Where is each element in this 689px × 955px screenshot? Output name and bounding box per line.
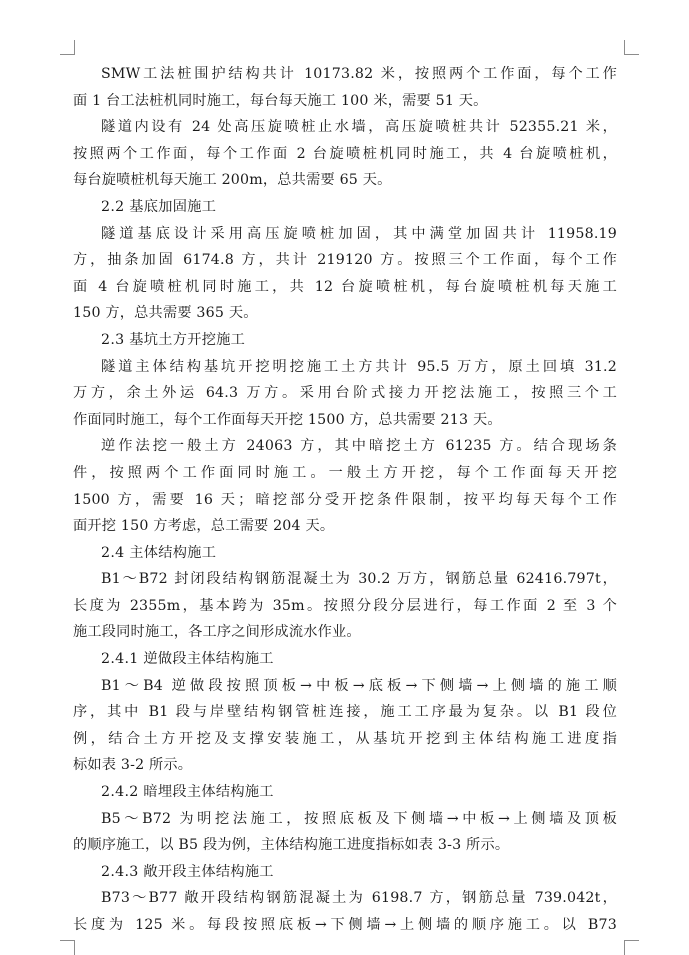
text-line: 面 4 台旋喷桩机同时施工，共 12 台旋喷桩机，每台旋喷桩机每天施工 (73, 278, 617, 295)
text-line: B73～B77 敞开段结构钢筋混凝土为 6198.7 方，钢筋总量 739.042t， (101, 890, 617, 907)
paragraph (73, 354, 617, 434)
section-heading: 2.4.2 暗埋段主体结构施工 (101, 784, 274, 801)
text-line: 逆作法挖一般土方 24063 方，其中暗挖土方 61235 方。结合现场条 (101, 438, 617, 455)
paragraph (73, 566, 617, 646)
paragraph (73, 114, 617, 194)
section-heading: 2.4.1 逆做段主体结构施工 (101, 651, 274, 668)
text-line: SMW工法桩围护结构共计 10173.82 米，按照两个工作面，每个工作 (101, 66, 617, 82)
text-line: 每台旋喷桩机每天施工 200m，总共需要 65 天。 (73, 172, 392, 189)
text-line: B1～B4 逆做段按照顶板→中板→底板→下侧墙→上侧墙的施工顺 (101, 677, 617, 694)
text-line: 隧道内设有 24 处高压旋喷桩止水墙，高压旋喷桩共计 52355.21 米， (101, 119, 617, 136)
text-line: 长度为 2355m，基本跨为 35m。按照分段分层进行，每工作面 2 至 3 个 (73, 597, 617, 614)
crop-mark-bottom-left (60, 940, 75, 955)
text-line: 隧道主体结构基坑开挖明挖施工土方共计 95.5 万方，原土回填 31.2 (101, 358, 617, 375)
text-line: 例，结合土方开挖及支撑安装施工，从基坑开挖到主体结构施工进度指 (73, 730, 617, 747)
text-line: 长度为 125 米。每段按照底板→下侧墙→上侧墙的顺序施工。以 B73 (73, 917, 617, 933)
crop-mark-top-right (624, 40, 639, 55)
paragraph (73, 885, 617, 938)
text-line: 的顺序施工，以 B5 段为例，主体结构施工进度指标如表 3-3 所示。 (73, 837, 510, 854)
paragraph (73, 433, 617, 539)
document-body[interactable] (73, 61, 617, 939)
crop-mark-bottom-right (624, 940, 639, 955)
text-line: 作面同时施工，每个工作面每天开挖 1500 方，总共需要 213 天。 (73, 411, 502, 428)
text-line: 1500 方，需要 16 天；暗挖部分受开挖条件限制，按平均每天每个工作 (73, 491, 617, 508)
crop-mark-top-left (60, 40, 75, 55)
text-line: 万方，余土外运 64.3 万方。采用台阶式接力开挖法施工，按照三个工 (73, 385, 617, 402)
paragraph (73, 673, 617, 779)
text-line: B1～B72 封闭段结构钢筋混凝土为 30.2 万方，钢筋总量 62416.797t， (101, 571, 617, 588)
text-line: 件，按照两个工作面同时施工。一般土方开挖，每个工作面每天开挖 (73, 464, 617, 481)
text-line: 面 1 台工法桩机同时施工，每台每天施工 100 米，需要 51 天。 (73, 92, 488, 109)
text-line: 序，其中 B1 段与岸壁结构钢管桩连接，施工工序最为复杂。以 B1 段位 (73, 704, 617, 721)
text-line: 150 方，总共需要 365 天。 (73, 305, 258, 322)
paragraph (73, 221, 617, 327)
section-heading: 2.4.3 敞开段主体结构施工 (101, 863, 274, 880)
text-line: 方，抽条加固 6174.8 方，共计 219120 方。按照三个工作面，每个工作 (73, 252, 617, 269)
section-heading: 2.2 基底加固施工 (101, 198, 217, 215)
section-heading: 2.4 主体结构施工 (101, 544, 217, 561)
text-line: 隧道基底设计采用高压旋喷桩加固，其中满堂加固共计 11958.19 (101, 225, 617, 242)
paragraph (73, 61, 617, 114)
text-line: 标如表 3-2 所示。 (73, 757, 193, 774)
paragraph (73, 806, 617, 859)
text-line: 按照两个工作面，每个工作面 2 台旋喷桩机同时施工，共 4 台旋喷桩机， (73, 145, 617, 162)
text-line: B5～B72 为明挖法施工，按照底板及下侧墙→中板→上侧墙及顶板 (101, 810, 617, 827)
text-line: 面开挖 150 方考虑，总工需要 204 天。 (73, 518, 335, 535)
text-line: 施工段同时施工，各工序之间形成流水作业。 (73, 624, 361, 641)
section-heading: 2.3 基坑土方开挖施工 (101, 331, 246, 348)
